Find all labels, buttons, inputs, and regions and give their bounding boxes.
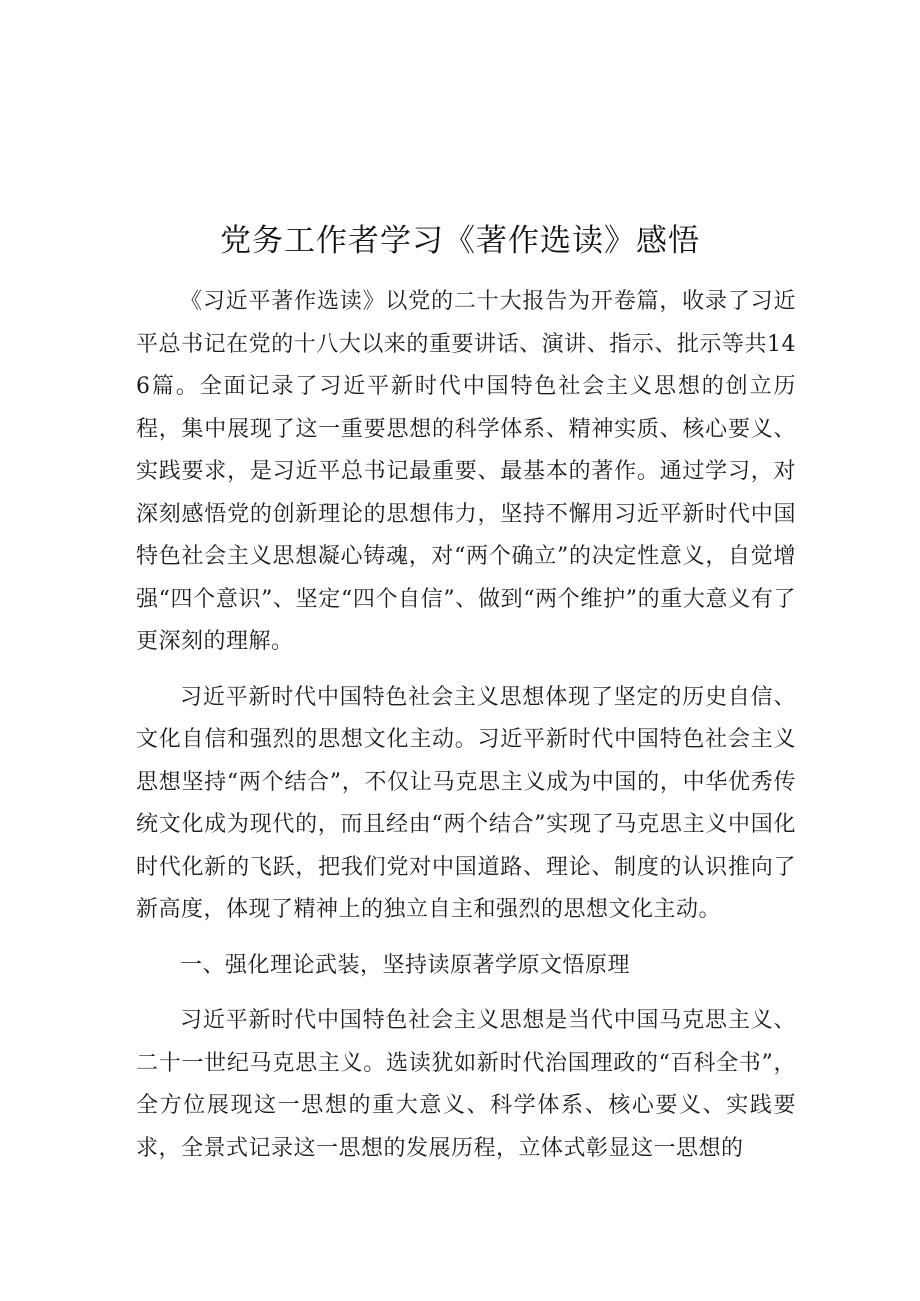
paragraph-thought: 习近平新时代中国特色社会主义思想体现了坚定的历史自信、文化自信和强烈的思想文化主动。习近平新时代中国特色社会主义思想坚持“两个结合”，不仅让马克思主义成为中国的，中华优秀传统文化成为现代的，而且经由“两个结合”实现了马克思主义中国化时代化新的飞跃，把我们党对中国道路、理论、制度的认识推向了新高度，体现了精神上的独立自主和强烈的思想文化主动。 (136, 684, 796, 922)
paragraph-intro: 《习近平著作选读》以党的二十大报告为开卷篇，收录了习近平总书记在党的十八大以来的重要讲话、演讲、指示、批示等共146篇。全面记录了习近平新时代中国特色社会主义思想的创立历程，集中展现了这一重要思想的科学体系、精神实质、核心要义、实践要求，是习近平总书记最重要、最基本的著作。通过学习，对深刻感悟党的创新理论的思想伟力，坚持不懈用习近平新时代中国特色社会主义思想凝心铸魂，对“两个确立”的决定性意义，自觉增强“四个意识”、坚定“四个自信”、做到“两个维护”的重大意义有了更深刻的理解。 (136, 289, 796, 654)
paragraph-section-one: 习近平新时代中国特色社会主义思想是当代中国马克思主义、二十一世纪马克思主义。选读犹如新时代治国理政的“百科全书”，全方位展现这一思想的重大意义、科学体系、核心要义、实践要求，全景式记录这一思想的发展历程，立体式彰显这一思想的 (136, 1008, 796, 1161)
document-title: 党务工作者学习《著作选读》感悟 (220, 223, 700, 259)
section-heading-one: 一、强化理论武装，坚持读原著学原文悟原理 (180, 952, 631, 978)
document-body (136, 281, 796, 1170)
